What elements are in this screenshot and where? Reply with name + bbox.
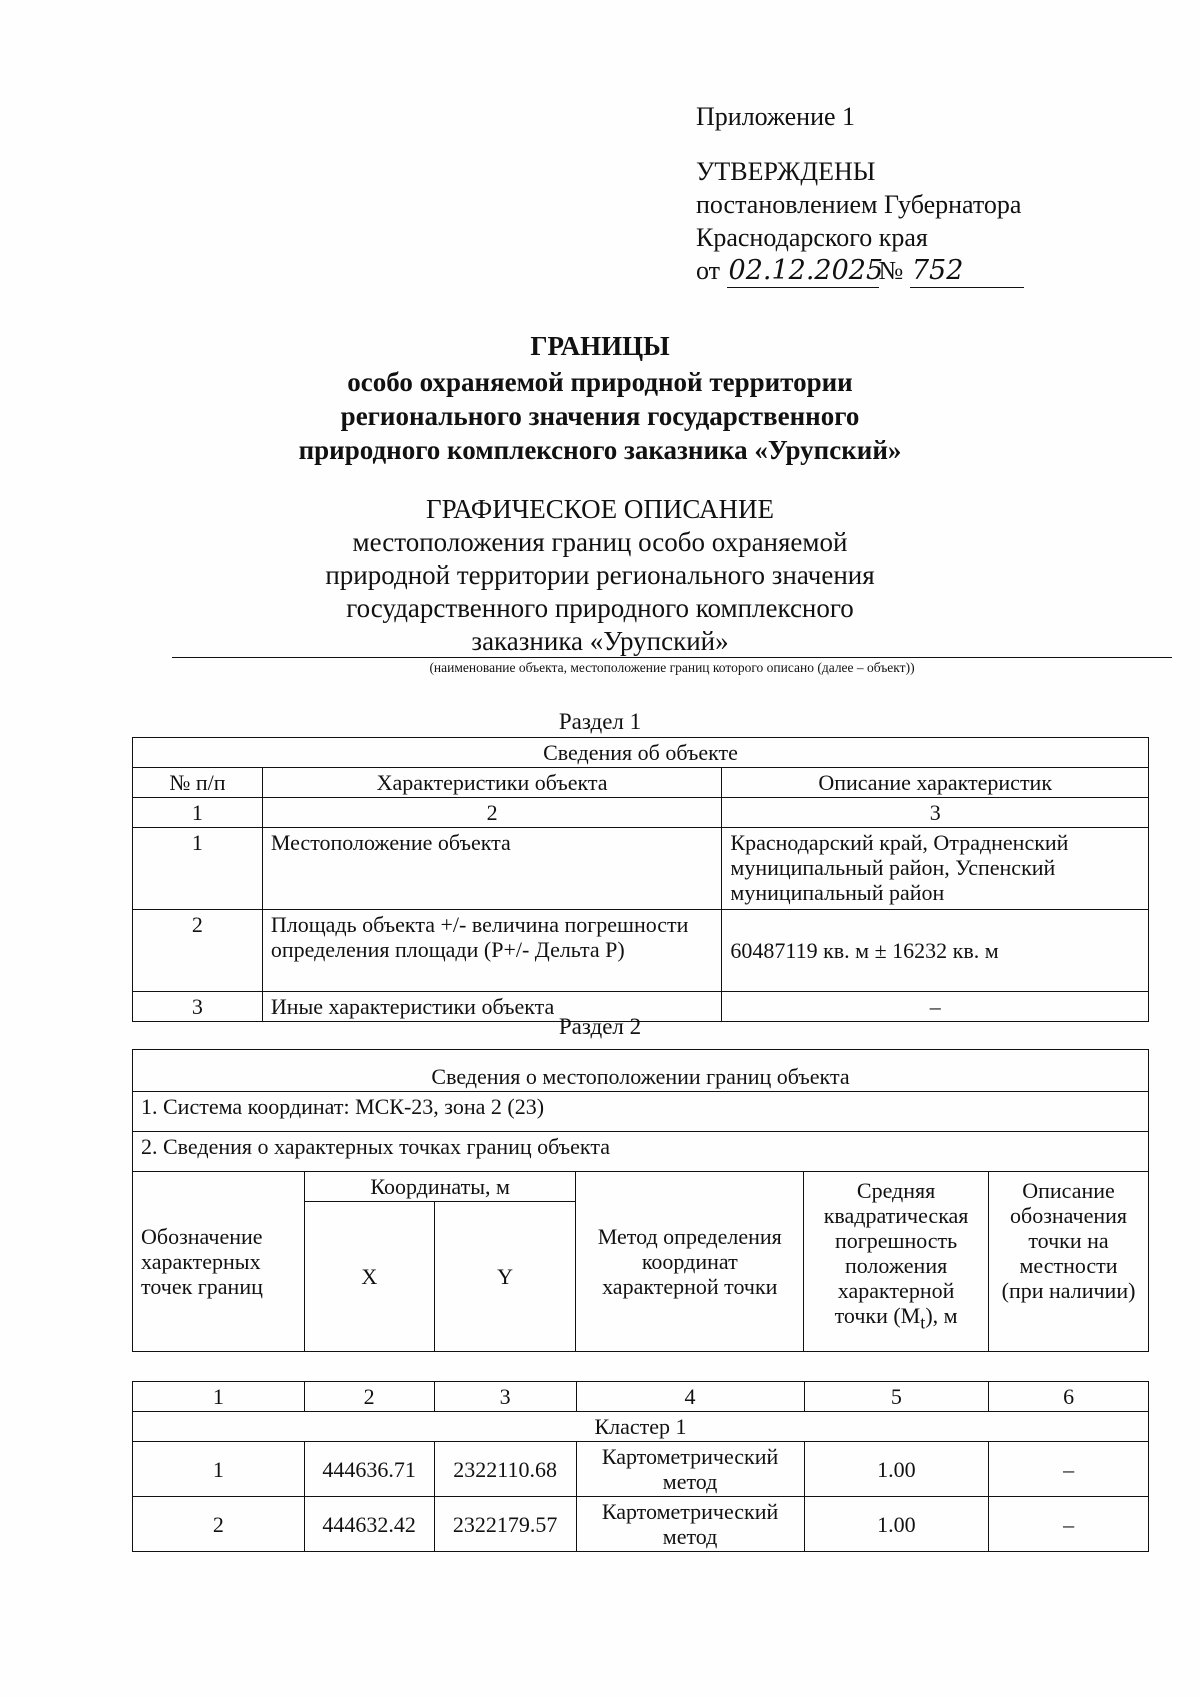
table-title-row — [133, 738, 1149, 768]
title-sub-2: регионального значения государственного — [340, 401, 860, 431]
point-method: Картометрический метод — [576, 1497, 804, 1552]
row-number: 1 — [133, 828, 263, 910]
header-error-text: Средняя квадратическая погрешность положения характерной точки (M — [823, 1178, 969, 1328]
graphic-line-3: государственного природного комплексного — [346, 593, 854, 623]
table-row — [133, 910, 1149, 992]
header-row-1 — [133, 1172, 1149, 1202]
row-number: 2 — [133, 910, 263, 992]
header-point: Обозначение характерных точек границ — [133, 1172, 305, 1352]
header-y: Y — [434, 1202, 576, 1352]
table-title-row — [133, 1050, 1149, 1092]
approved-line-1: постановлением Губернатора — [696, 190, 1022, 219]
number-prefix: № — [878, 256, 904, 285]
col-number: 1 — [133, 798, 263, 828]
approved-label: УТВЕРЖДЕНЫ — [696, 157, 876, 186]
col-number: 3 — [434, 1382, 576, 1412]
row-number: 3 — [133, 992, 263, 1022]
col-header: № п/п — [133, 768, 263, 798]
title-underline — [172, 657, 1172, 658]
characteristic-name: Местоположение объекта — [262, 828, 722, 910]
graphic-line-4: заказника «Урупский» — [471, 626, 729, 656]
handwritten-number: 752 — [910, 254, 1024, 288]
object-info-table — [132, 737, 1149, 1022]
point-error: 1.00 — [804, 1497, 989, 1552]
cluster-row — [133, 1412, 1149, 1442]
title-main: ГРАНИЦЫ — [530, 331, 670, 361]
header-error — [804, 1172, 989, 1352]
approved-line-2: Краснодарского края — [696, 223, 928, 252]
appendix-label: Приложение 1 — [696, 102, 856, 131]
point-x: 444636.71 — [304, 1442, 434, 1497]
header-error-unit: ), м — [925, 1303, 958, 1328]
characteristic-value: Краснодарский край, Отрадненский муниципальный район, Успенский муниципальный район — [722, 828, 1149, 910]
coord-system-row — [133, 1092, 1149, 1132]
point-id: 1 — [133, 1442, 305, 1497]
title-sub-1: особо охраняемой природной территории — [347, 367, 853, 397]
header-coords: Координаты, м — [304, 1172, 576, 1202]
approval-date-line — [696, 254, 1024, 288]
point-desc: – — [989, 1497, 1149, 1552]
col-number: 1 — [133, 1382, 305, 1412]
section-1-label: Раздел 1 — [558, 709, 642, 734]
col-number: 2 — [304, 1382, 434, 1412]
point-y: 2322110.68 — [434, 1442, 576, 1497]
header-method: Метод определения координат характерной точки — [576, 1172, 804, 1352]
header-error-sub: t — [920, 1312, 926, 1333]
table-title: Сведения об объекте — [133, 738, 1149, 768]
graphic-line-1: местоположения границ особо охраняемой — [352, 527, 848, 557]
col-number: 2 — [262, 798, 722, 828]
col-header: Описание характеристик — [722, 768, 1149, 798]
points-table — [132, 1381, 1149, 1552]
col-number: 4 — [576, 1382, 804, 1412]
column-number-row — [133, 798, 1149, 828]
graphic-line-2: природной территории регионального значения — [325, 560, 875, 590]
point-y: 2322179.57 — [434, 1497, 576, 1552]
header-x: X — [304, 1202, 434, 1352]
col-number: 6 — [989, 1382, 1149, 1412]
points-title-row — [133, 1132, 1149, 1172]
table-title: Сведения о местоположении границ объекта — [133, 1050, 1149, 1092]
section-2-label: Раздел 2 — [558, 1014, 642, 1039]
graphic-heading: ГРАФИЧЕСКОЕ ОПИСАНИЕ — [425, 494, 775, 524]
table-row — [133, 1497, 1149, 1552]
point-x: 444632.42 — [304, 1497, 434, 1552]
point-desc: – — [989, 1442, 1149, 1497]
title-sub-3: природного комплексного заказника «Урупский» — [298, 435, 902, 465]
characteristic-value: – — [722, 992, 1149, 1022]
cluster-label: Кластер 1 — [133, 1412, 1149, 1442]
boundary-info-table — [132, 1049, 1149, 1352]
characteristic-name: Площадь объекта +/- величина погрешности определения площади (P+/- Дельта P) — [262, 910, 722, 992]
approval-block — [696, 100, 1024, 288]
object-caption: (наименование объекта, местоположение границ которого описано (далее – объект)) — [429, 660, 915, 675]
table-row — [133, 828, 1149, 910]
coord-system: 1. Система координат: МСК-23, зона 2 (23) — [133, 1092, 1149, 1132]
date-prefix: от — [696, 256, 721, 285]
point-method: Картометрический метод — [576, 1442, 804, 1497]
header-desc: Описание обозначения точки на местности (при наличии) — [989, 1172, 1149, 1352]
point-error: 1.00 — [804, 1442, 989, 1497]
table-header-row — [133, 768, 1149, 798]
col-number: 3 — [722, 798, 1149, 828]
column-number-row — [133, 1382, 1149, 1412]
table-row — [133, 1442, 1149, 1497]
handwritten-date: 02.12.2025 — [728, 255, 884, 286]
col-number: 5 — [804, 1382, 989, 1412]
point-id: 2 — [133, 1497, 305, 1552]
col-header: Характеристики объекта — [262, 768, 722, 798]
characteristic-name: Иные характеристики объекта — [262, 992, 722, 1022]
characteristic-value: 60487119 кв. м ± 16232 кв. м — [722, 910, 1149, 992]
points-title: 2. Сведения о характерных точках границ объекта — [133, 1132, 1149, 1172]
